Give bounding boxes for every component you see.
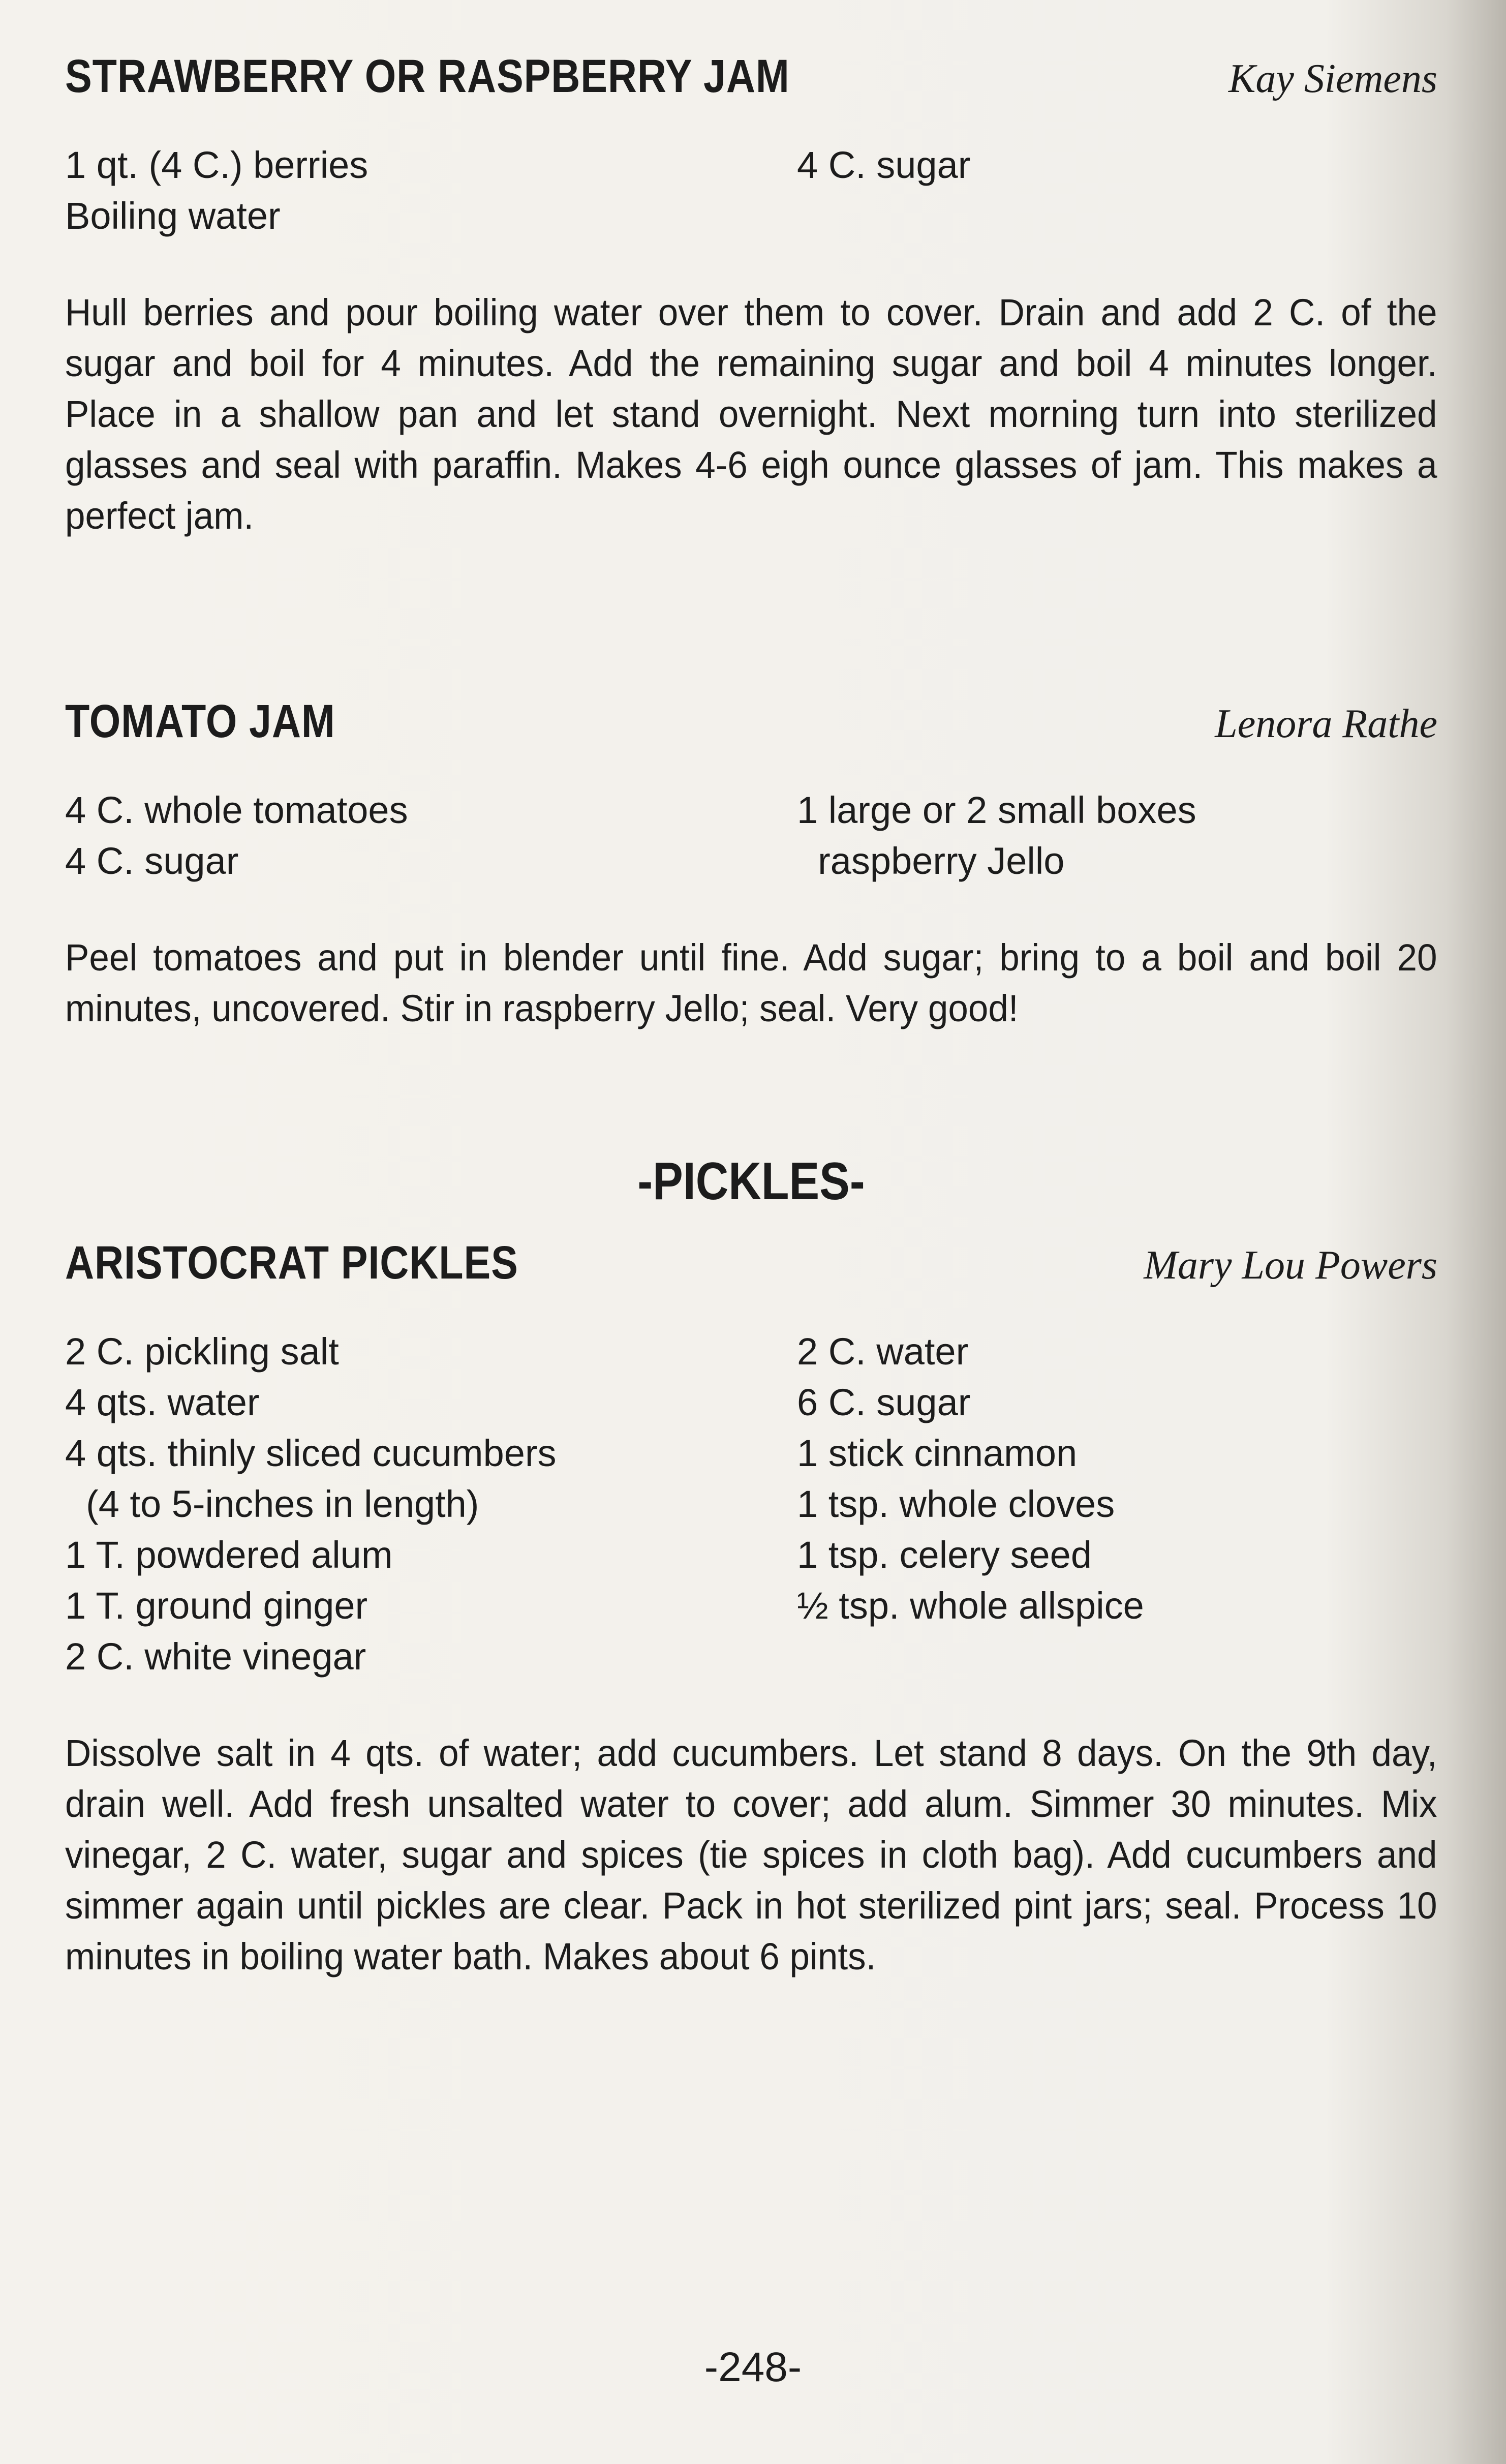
ingredients-right: [797, 1326, 1437, 1682]
recipe-strawberry-jam: [65, 51, 1437, 541]
ingredients-list: [65, 785, 1437, 887]
recipe-title: ARISTOCRAT PICKLES: [65, 1237, 518, 1289]
page-content: [65, 51, 1437, 2020]
ingredient: Boiling water: [65, 195, 281, 237]
recipe-directions: Dissolve salt in 4 qts. of water; add cucumbers. Let stand 8 days. On the 9th day, drain well. Add fresh unsalted water to cover; add alum. Simmer 30 minutes. Mix vinegar, 2 C. water, sugar and spices (tie spices in cloth bag). Add cucumbers and simmer again until pickles are clear. Pack in hot sterilized pint jars; seal. Process 10 minutes in boiling water bath. Makes about 6 pints.: [65, 1732, 1437, 1978]
ingredient: 4 C. whole tomatoes: [65, 789, 408, 831]
ingredient: 4 C. sugar: [65, 840, 239, 882]
recipe-header: [65, 1237, 1437, 1291]
recipe-directions: Hull berries and pour boiling water over them to cover. Drain and add 2 C. of the sugar and boil for 4 minutes. Add the remaining sugar and boil 4 minutes longer. Place in a shallow pan and let stand overnight. Next morning turn into sterilized glasses and seal with paraffin. Makes 4-6 eigh ounce glasses of jam. This makes a perfect jam.: [65, 291, 1437, 537]
recipe-directions: Peel tomatoes and put in blender until fine. Add sugar; bring to a boil and boil 20 minutes, uncovered. Stir in raspberry Jello; seal. Very good!: [65, 936, 1437, 1029]
ingredient: ½ tsp. whole allspice: [797, 1585, 1144, 1627]
recipe-title: STRAWBERRY OR RASPBERRY JAM: [65, 50, 790, 102]
ingredient: 4 C. sugar: [797, 144, 971, 186]
ingredients-right: [797, 140, 1437, 241]
ingredient: 2 C. white vinegar: [65, 1635, 366, 1678]
ingredient: (4 to 5-inches in length): [65, 1483, 479, 1525]
recipe-author: Lenora Rathe: [1215, 702, 1437, 746]
recipe-title: TOMATO JAM: [65, 695, 335, 747]
ingredient: 1 stick cinnamon: [797, 1432, 1078, 1474]
page-number: -248-: [704, 2344, 802, 2390]
ingredient: raspberry Jello: [797, 840, 1065, 882]
ingredients-list: [65, 140, 1437, 241]
recipe-tomato-jam: [65, 696, 1437, 1034]
ingredient: 1 tsp. whole cloves: [797, 1483, 1115, 1525]
ingredients-list: [65, 1326, 1437, 1682]
ingredient: 4 qts. thinly sliced cucumbers: [65, 1432, 557, 1474]
ingredients-left: [65, 140, 797, 241]
ingredient: 2 C. water: [797, 1330, 969, 1373]
ingredients-right: [797, 785, 1437, 887]
ingredient: 2 C. pickling salt: [65, 1330, 339, 1373]
recipe-author: Mary Lou Powers: [1144, 1243, 1437, 1288]
ingredient: 1 qt. (4 C.) berries: [65, 144, 368, 186]
section-heading: -PICKLES-: [637, 1152, 865, 1211]
ingredients-left: [65, 1326, 797, 1682]
recipe-header: [65, 696, 1437, 749]
recipe-aristocrat-pickles: [65, 1237, 1437, 1982]
ingredient: 6 C. sugar: [797, 1381, 971, 1423]
ingredient: 1 T. ground ginger: [65, 1585, 368, 1627]
spacer: [65, 579, 1437, 696]
ingredient: 4 qts. water: [65, 1381, 260, 1423]
ingredient: 1 large or 2 small boxes: [797, 789, 1196, 831]
ingredient: 1 tsp. celery seed: [797, 1534, 1092, 1576]
recipe-header: [65, 51, 1437, 104]
ingredients-left: [65, 785, 797, 887]
ingredient: 1 T. powdered alum: [65, 1534, 393, 1576]
recipe-author: Kay Siemens: [1228, 56, 1437, 101]
